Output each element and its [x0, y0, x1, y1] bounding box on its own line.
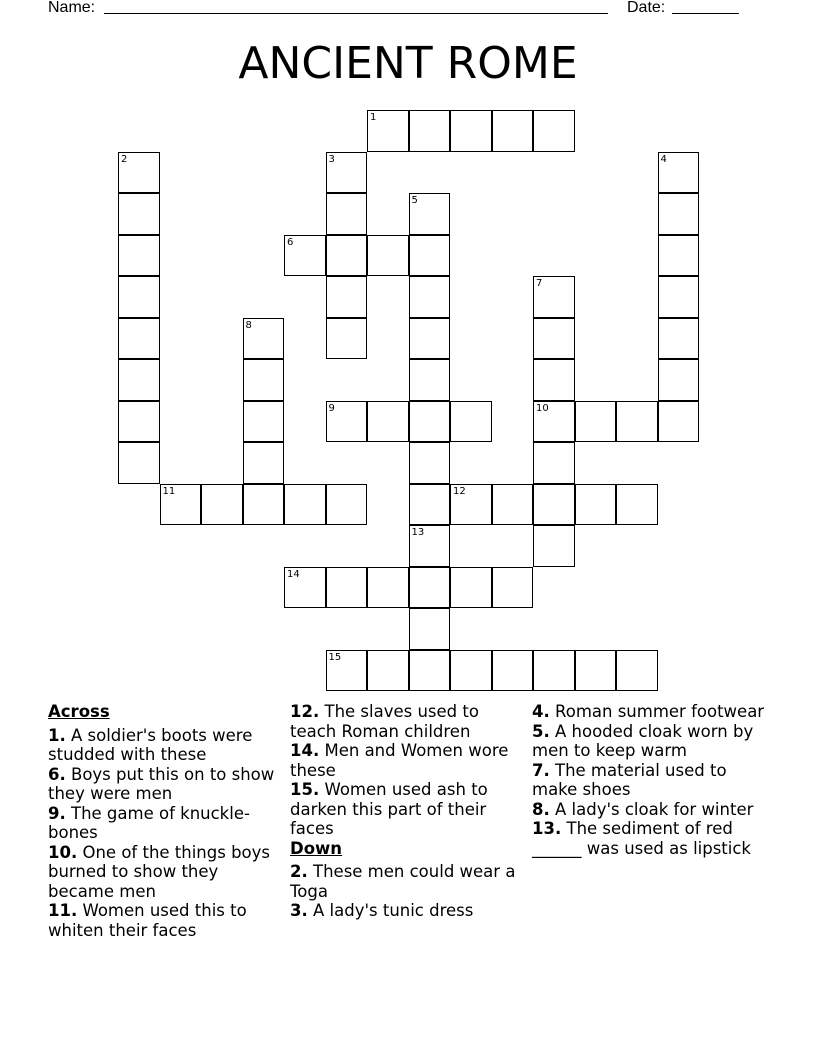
clue-number: 13. — [532, 819, 562, 838]
clue-number: 6. — [48, 764, 66, 784]
grid-cell[interactable] — [409, 442, 451, 484]
grid-cell[interactable] — [326, 484, 368, 526]
cell-number: 1 — [370, 112, 377, 123]
grid-cell[interactable] — [658, 235, 700, 277]
cell-number: 6 — [287, 236, 294, 248]
clue-across-1 — [48, 726, 288, 765]
clue-down-3 — [290, 901, 530, 921]
grid-cell[interactable] — [409, 359, 451, 401]
cell-number: 3 — [328, 153, 335, 165]
grid-cell[interactable] — [409, 318, 451, 360]
date-label: Date: — [627, 0, 666, 16]
clue-number: 8. — [532, 799, 550, 819]
clue-text: Men and Women wore these — [290, 741, 509, 780]
grid-cell[interactable] — [160, 484, 202, 526]
cell-number: 14 — [287, 568, 300, 580]
clue-text: A lady's cloak for winter — [555, 799, 754, 819]
grid-cell[interactable] — [243, 442, 285, 484]
cell-number: 13 — [411, 527, 425, 538]
clue-across-11 — [48, 901, 288, 940]
grid-cell[interactable] — [118, 401, 160, 443]
cell-number: 11 — [162, 485, 176, 497]
clue-number: 9. — [48, 803, 66, 823]
grid-cell[interactable] — [367, 567, 409, 609]
clue-text: The slaves used to teach Roman children — [290, 702, 479, 741]
grid-cell[interactable] — [616, 484, 658, 526]
grid-cell[interactable] — [658, 401, 700, 443]
cell-number: 5 — [411, 195, 418, 206]
grid-cell[interactable] — [492, 567, 534, 609]
clue-text: A hooded cloak worn by men to keep warm — [532, 721, 754, 760]
grid-cell[interactable] — [118, 359, 160, 401]
grid-cell[interactable] — [326, 235, 368, 277]
clue-across-15 — [290, 780, 530, 839]
grid-cell[interactable] — [367, 110, 409, 152]
grid-cell[interactable] — [367, 235, 409, 277]
grid-cell[interactable] — [118, 193, 160, 235]
clue-across-9 — [48, 804, 288, 843]
clue-down-13 — [532, 819, 772, 858]
grid-cell[interactable] — [409, 484, 451, 526]
grid-cell[interactable] — [492, 484, 534, 526]
clue-number: 12. — [290, 702, 320, 721]
clue-number: 15. — [290, 780, 320, 799]
grid-cell[interactable] — [450, 401, 492, 443]
grid-cell[interactable] — [409, 525, 451, 567]
grid-cell[interactable] — [533, 442, 575, 484]
grid-cell[interactable] — [409, 276, 451, 318]
grid-cell[interactable] — [533, 401, 575, 443]
grid-cell[interactable] — [533, 318, 575, 360]
grid-cell[interactable] — [450, 484, 492, 526]
grid-cell[interactable] — [326, 650, 368, 692]
grid-cell[interactable] — [575, 484, 617, 526]
grid-cell[interactable] — [533, 525, 575, 567]
grid-cell[interactable] — [243, 318, 285, 360]
cell-number: 7 — [536, 278, 543, 289]
clue-across-14 — [290, 741, 530, 780]
cell-number: 12 — [453, 485, 466, 497]
clue-number: 4. — [532, 702, 550, 721]
grid-cell[interactable] — [658, 276, 700, 318]
clue-down-4 — [532, 702, 772, 722]
grid-cell[interactable] — [533, 110, 575, 152]
grid-cell[interactable] — [492, 650, 534, 692]
grid-cell[interactable] — [409, 235, 451, 277]
clue-down-8 — [532, 800, 772, 820]
grid-cell[interactable] — [616, 650, 658, 692]
grid-cell[interactable] — [409, 110, 451, 152]
grid-cell[interactable] — [326, 193, 368, 235]
clue-across-6 — [48, 765, 288, 804]
grid-cell[interactable] — [118, 318, 160, 360]
grid-cell[interactable] — [658, 152, 700, 194]
grid-cell[interactable] — [201, 484, 243, 526]
clue-number: 3. — [290, 901, 308, 920]
clues-column-1 — [48, 702, 288, 940]
grid-cell[interactable] — [243, 484, 285, 526]
grid-cell[interactable] — [409, 567, 451, 609]
grid-cell[interactable] — [658, 193, 700, 235]
clue-text: Women used ash to darken this part of their faces — [290, 780, 488, 838]
grid-cell[interactable] — [575, 650, 617, 692]
clue-number: 11. — [48, 901, 78, 920]
clue-number: 2. — [290, 862, 308, 881]
clue-number: 1. — [48, 725, 66, 745]
clue-number: 14. — [290, 741, 320, 760]
page-title: ANCIENT ROME — [238, 38, 578, 89]
grid-cell[interactable] — [409, 401, 451, 443]
grid-cell[interactable] — [243, 401, 285, 443]
grid-cell[interactable] — [118, 276, 160, 318]
grid-cell[interactable] — [326, 567, 368, 609]
grid-cell[interactable] — [409, 608, 451, 650]
grid-cell[interactable] — [243, 359, 285, 401]
grid-cell[interactable] — [450, 110, 492, 152]
clue-down-5 — [532, 722, 772, 761]
name-label: Name: — [48, 0, 96, 16]
across-heading: Across — [48, 702, 110, 721]
grid-cell[interactable] — [658, 359, 700, 401]
grid-cell[interactable] — [409, 650, 451, 692]
clue-across-10 — [48, 843, 288, 902]
grid-cell[interactable] — [284, 235, 326, 277]
grid-cell[interactable] — [533, 359, 575, 401]
grid-cell[interactable] — [326, 276, 368, 318]
clue-down-2 — [290, 862, 530, 901]
down-heading: Down — [290, 838, 343, 858]
grid-cell[interactable] — [326, 318, 368, 360]
clue-text: These men could wear a Toga — [290, 862, 516, 901]
grid-cell[interactable] — [326, 401, 368, 443]
clues-column-3 — [532, 702, 772, 858]
clue-across-12 — [290, 702, 530, 741]
clue-text: Roman summer footwear — [555, 702, 765, 721]
grid-cell[interactable] — [658, 318, 700, 360]
grid-cell[interactable] — [409, 193, 451, 235]
clue-text: A lady's tunic dress — [313, 901, 474, 920]
cell-number: 10 — [536, 402, 549, 414]
grid-cell[interactable] — [284, 567, 326, 609]
grid-cell[interactable] — [533, 650, 575, 692]
grid-cell[interactable] — [118, 442, 160, 484]
cell-number: 2 — [121, 153, 128, 165]
clue-text: The material used to make shoes — [532, 760, 727, 799]
grid-cell[interactable] — [118, 152, 160, 194]
grid-cell[interactable] — [492, 110, 534, 152]
cell-number: 8 — [245, 319, 252, 331]
clue-text: Boys put this on to show they were men — [48, 764, 275, 803]
grid-cell[interactable] — [367, 650, 409, 692]
cell-number: 9 — [328, 402, 335, 414]
clue-down-7 — [532, 761, 772, 800]
clue-number: 7. — [532, 760, 550, 780]
grid-cell[interactable] — [450, 650, 492, 692]
grid-cell[interactable] — [616, 401, 658, 443]
grid-cell[interactable] — [575, 401, 617, 443]
grid-cell[interactable] — [118, 235, 160, 277]
cell-number: 4 — [660, 153, 667, 165]
grid-cell[interactable] — [367, 401, 409, 443]
clue-text: A soldier's boots were studded with these — [48, 725, 253, 764]
clue-number: 5. — [532, 721, 550, 741]
grid-cell[interactable] — [533, 276, 575, 318]
clues-column-2 — [290, 702, 530, 921]
clue-text: Women used this to whiten their faces — [48, 901, 247, 940]
grid-cell[interactable] — [450, 567, 492, 609]
cell-number: 15 — [328, 651, 342, 663]
grid-cell[interactable] — [284, 484, 326, 526]
grid-cell[interactable] — [326, 152, 368, 194]
grid-cell[interactable] — [533, 484, 575, 526]
clue-text: The game of knuckle-bones — [48, 803, 250, 842]
clue-number: 10. — [48, 842, 78, 862]
clue-text: One of the things boys burned to show they became men — [48, 842, 271, 901]
clue-text: The sediment of red ______ was used as lipstick — [532, 819, 751, 858]
